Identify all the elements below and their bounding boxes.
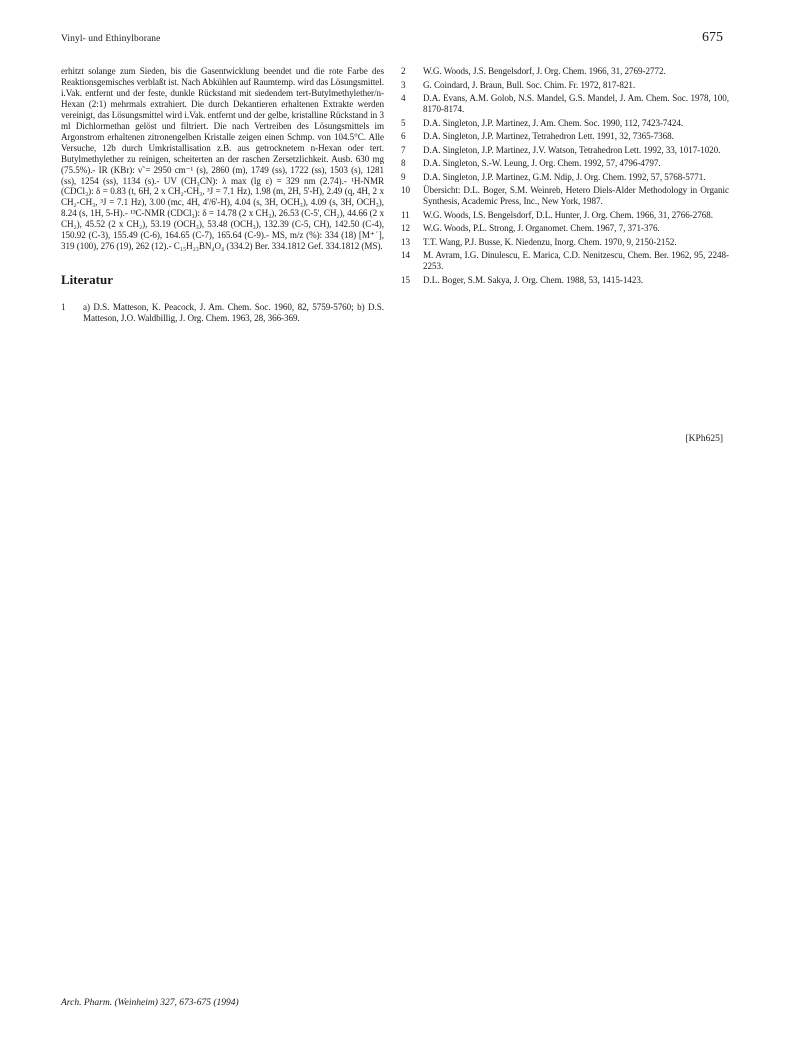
- reference-item: [401, 80, 729, 91]
- reference-text: D.A. Singleton, J.P. Martinez, J.V. Watson, Tetrahedron Lett. 1992, 33, 1017-1020.: [423, 144, 721, 155]
- reference-number: 4: [401, 93, 406, 104]
- reference-item: [401, 237, 729, 248]
- reference-number: 15: [401, 274, 410, 285]
- reference-number: 8: [401, 158, 406, 169]
- left-column: [61, 66, 384, 327]
- reference-item: [401, 145, 729, 156]
- reference-text: W.G. Woods, P.L. Strong, J. Organomet. Chem. 1967, 7, 371-376.: [423, 223, 660, 234]
- reference-list-right: [401, 66, 729, 286]
- reference-text: W.G. Woods, J.S. Bengelsdorf, J. Org. Chem. 1966, 31, 2769-2772.: [423, 66, 666, 76]
- reference-item: [401, 93, 729, 115]
- reference-item: [401, 223, 729, 234]
- experimental-paragraph: erhitzt solange zum Sieden, bis die Gasentwicklung beendet und die rote Farbe des Reaktionsgemisches verblaßt ist. Nach Abkühlen auf Raumtemp. wird das Lösungsmittel. i.Vak. entfernt und der feste, dunkle Rückstand mit siedendem tert-Butylmethylether/n-Hexan (2:1) mehrmals extrahiert. Die durch Dekantieren erhaltenen Extrakte werden vereinigt, das Lösungsmittel wird i.Vak. entfernt und der gelbe, kristalline Rückstand in 3 ml Dichlormethan gelöst und filtriert. Die nach Vertreiben des Lösungsmittels im Argonstrom erhaltenen zitronengelben Kristalle zeigen einen Schmp. von 104.5°C. Alle Versuche, 12b durch Umkristallisation z.B. aus getrocknetem n-Hexan oder tert. Butylmethylether zu reinigen, scheiterten an der raschen Zersetzlichkeit. Ausb. 630 mg (75.5%).- IR (KBr): ν̃ = 2950 cm⁻¹ (s), 2860 (m), 1749 (ss), 1722 (ss), 1503 (s), 1281 (ss), 1254 (ss), 1134 (s).- UV (CH₃CN): λ max (lg ε) = 329 nm (2.74).- ¹H-NMR (CDCl₃): δ = 0.83 (t, 6H, 2 x CH₂-CH₃, ³J = 7.1 Hz), 1.98 (m, 2H, 5'-H), 2.49 (q, 4H, 2 x CH₂-CH₃, ³J = 7.1 Hz), 3.00 (mc, 4H, 4'/6'-H), 4.04 (s, 3H, OCH₃), 4.09 (s, 3H, OCH₃), 8.24 (s, 1H, 5-H).- ¹³C-NMR (CDCl₃): δ = 14.78 (2 x CH₃), 26.53 (C-5', CH₂), 44.66 (2 x CH₂), 45.52 (2 x CH₂), 53.19 (OCH₃), 53.48 (OCH₃), 132.39 (C-5, CH), 142.50 (C-4), 150.92 (C-3), 155.49 (C-6), 164.65 (C-7), 165.64 (C-9).- MS, m/z (%): 334 (18) [M⁺˙], 319 (100), 276 (19), 262 (12).- C₁₅H₂₃BN₄O₄ (334.2) Ber. 334.1812 Gef. 334.1812 (MS).: [61, 66, 384, 252]
- reference-number: 14: [401, 250, 410, 261]
- reference-text: W.G. Woods, I.S. Bengelsdorf, D.L. Hunter, J. Org. Chem. 1966, 31, 2766-2768.: [423, 209, 713, 220]
- reference-number: 11: [401, 209, 410, 220]
- reference-text: M. Avram, I.G. Dinulescu, E. Marica, C.D. Nenitzescu, Chem. Ber. 1962, 95, 2248-2253.: [423, 250, 729, 272]
- reference-number: 2: [401, 66, 406, 76]
- reference-list-left: [61, 302, 384, 324]
- reference-item: [61, 302, 384, 324]
- reference-item: [401, 185, 729, 207]
- reference-item: [401, 210, 729, 221]
- reference-number: 7: [401, 144, 406, 155]
- reference-text: D.A. Evans, A.M. Golob, N.S. Mandel, G.S. Mandel, J. Am. Chem. Soc. 1978, 100, 8170-8174.: [423, 93, 729, 115]
- reference-text: D.A. Singleton, J.P. Martinez, Tetrahedron Lett. 1991, 32, 7365-7368.: [423, 131, 674, 142]
- reference-number: 12: [401, 223, 410, 234]
- reference-text: Übersicht: D.L. Boger, S.M. Weinreb, Hetero Diels-Alder Methodology in Organic Synthesis, Academic Press, Inc., New York, 1987.: [423, 185, 729, 207]
- reference-text: T.T. Wang, P.J. Busse, K. Niedenzu, Inorg. Chem. 1970, 9, 2150-2152.: [423, 236, 677, 247]
- reference-item: [401, 158, 729, 169]
- journal-citation-footer: Arch. Pharm. (Weinheim) 327, 673-675 (1994): [61, 998, 239, 1008]
- reference-number: 5: [401, 117, 406, 128]
- reference-item: [401, 172, 729, 183]
- reference-number: 3: [401, 79, 406, 90]
- page-number: 675: [702, 30, 723, 45]
- reference-text: D.A. Singleton, J.P. Martinez, J. Am. Chem. Soc. 1990, 112, 7423-7424.: [423, 117, 684, 128]
- running-title: Vinyl- und Ethinylborane: [61, 34, 161, 44]
- reference-item: [401, 118, 729, 129]
- reference-number: 9: [401, 171, 406, 182]
- reference-text: D.L. Boger, S.M. Sakya, J. Org. Chem. 1988, 53, 1415-1423.: [423, 274, 644, 285]
- reference-number: 13: [401, 236, 410, 247]
- reference-item: [401, 275, 729, 286]
- reference-text: G. Coindard, J. Braun, Bull. Soc. Chim. Fr. 1972, 817-821.: [423, 79, 636, 90]
- reference-number: 10: [401, 185, 410, 196]
- reference-text: a) D.S. Matteson, K. Peacock, J. Am. Chem. Soc. 1960, 82, 5759-5760; b) D.S. Matteson, J.O. Waldbillig, J. Org. Chem. 1963, 28, 366-369.: [83, 302, 384, 324]
- reference-item: [401, 131, 729, 142]
- manuscript-reference-tag: [KPh625]: [685, 434, 723, 444]
- reference-item: [401, 250, 729, 272]
- right-column: [401, 66, 729, 289]
- reference-text: D.A. Singleton, S.-W. Leung, J. Org. Chem. 1992, 57, 4796-4797.: [423, 158, 661, 169]
- reference-number: 6: [401, 131, 406, 142]
- reference-text: D.A. Singleton, J.P. Martinez, G.M. Ndip, J. Org. Chem. 1992, 57, 5768-5771.: [423, 171, 706, 182]
- reference-item: [401, 66, 729, 77]
- literature-heading: Literatur: [61, 272, 113, 288]
- reference-number: 1: [61, 302, 66, 313]
